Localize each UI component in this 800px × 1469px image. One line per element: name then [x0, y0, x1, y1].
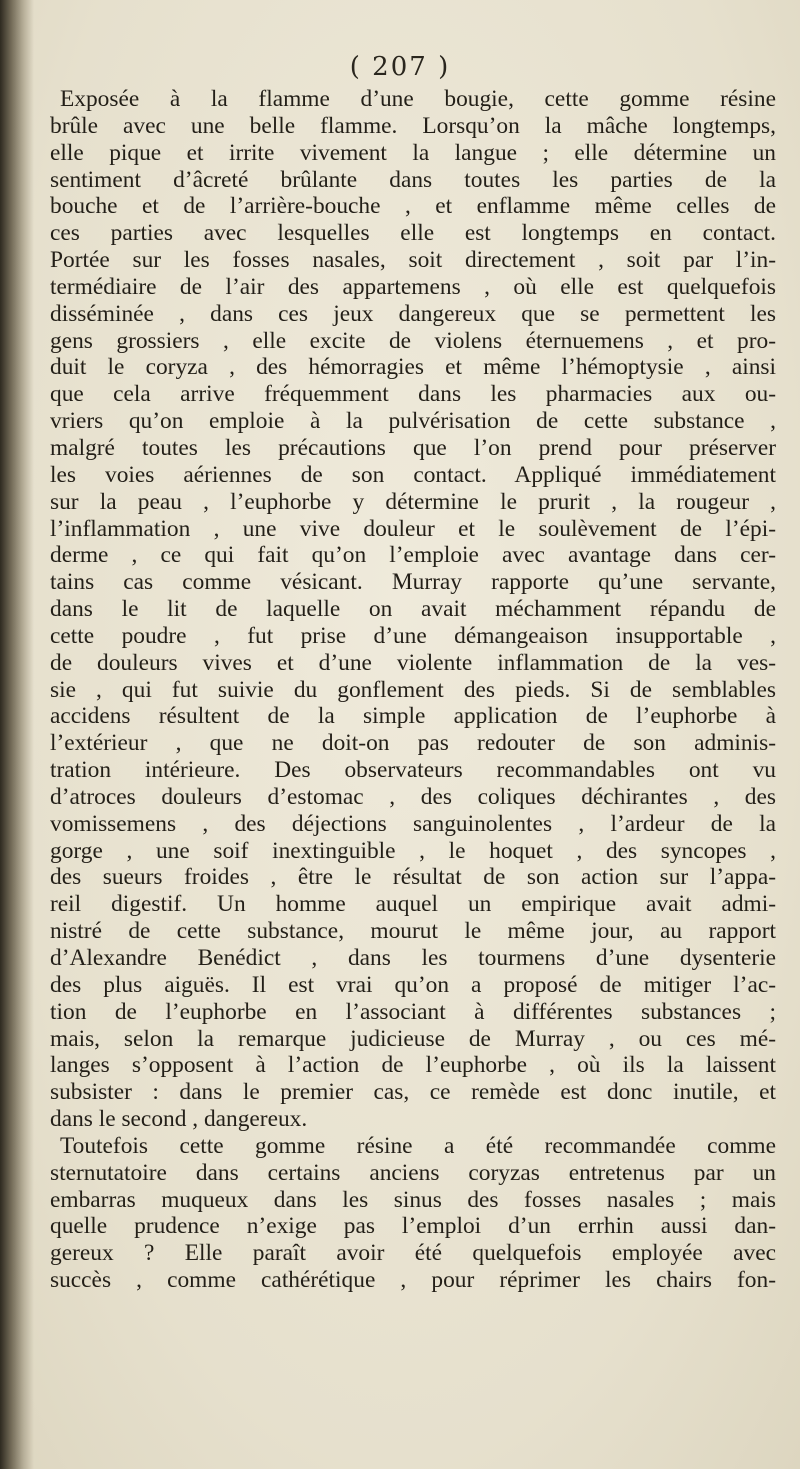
- text-line: elle pique et irrite vivement la langue ; elle détermine un: [50, 139, 776, 166]
- text-line: sie , qui fut suivie du gonflement des pieds. Si de semblables: [50, 676, 776, 703]
- text-line: subsister : dans le premier cas, ce remède est donc inutile, et: [50, 1079, 776, 1106]
- text-line: Toutefois cette gomme résine a été recommandée comme: [60, 1132, 776, 1159]
- text-line: quelle prudence n’exige pas l’emploi d’un errhin aussi dan-: [50, 1213, 776, 1240]
- text-line: gens grossiers , elle excite de violens éternuemens , et pro-: [50, 327, 776, 354]
- text-line: sternutatoire dans certains anciens coryzas entretenus par un: [50, 1159, 776, 1186]
- text-line: tains cas comme vésicant. Murray rapporte qu’une servante,: [50, 569, 776, 596]
- text-line: d’Alexandre Benédict , dans les tourmens d’une dysenterie: [50, 945, 776, 971]
- text-line: tion de l’euphorbe en l’associant à différentes substances ;: [50, 998, 776, 1025]
- text-line: bouche et de l’arrière-bouche , et enflamme même celles de: [50, 193, 776, 220]
- text-line: nistré de cette substance, mourut le même jour, au rapport: [50, 918, 776, 945]
- text-line: cette poudre , fut prise d’une démangeaison insupportable ,: [50, 622, 776, 649]
- text-line: tration intérieure. Des observateurs recommandables ont vu: [50, 757, 776, 784]
- text-line: des sueurs froides , être le résultat de son action sur l’appa-: [50, 864, 776, 891]
- body-text: [50, 86, 776, 1294]
- text-line: ces parties avec lesquelles elle est longtemps en contact.: [50, 220, 776, 247]
- text-line: mais, selon la remarque judicieuse de Murray , ou ces mé-: [50, 1025, 776, 1052]
- text-line: sur la peau , l’euphorbe y détermine le prurit , la rougeur ,: [50, 488, 776, 515]
- text-line: vomissemens , des déjections sanguinolentes , l’ardeur de la: [50, 810, 776, 837]
- text-line: brûle avec une belle flamme. Lorsqu’on la mâche longtemps,: [50, 112, 776, 139]
- text-line: sentiment d’âcreté brûlante dans toutes les parties de la: [50, 166, 776, 193]
- text-line: Exposée à la flamme d’une bougie, cette gomme résine: [60, 86, 776, 112]
- text-line: succès , comme cathérétique , pour réprimer les chairs fon-: [50, 1267, 776, 1294]
- text-line: Portée sur les fosses nasales, soit directement , soit par l’in-: [50, 247, 776, 274]
- text-line: l’extérieur , que ne doit-on pas redouter de son adminis-: [50, 730, 776, 757]
- text-line: l’inflammation , une vive douleur et le soulèvement de l’épi-: [50, 515, 776, 542]
- text-line: que cela arrive fréquemment dans les pharmacies aux ou-: [50, 381, 776, 408]
- text-line: vriers qu’on emploie à la pulvérisation de cette substance ,: [50, 408, 776, 435]
- text-line: dans le lit de laquelle on avait méchamment répandu de: [50, 596, 776, 623]
- text-line: langes s’opposent à l’action de l’euphorbe , où ils la laissent: [50, 1052, 776, 1079]
- text-line: les voies aériennes de son contact. Appliqué immédiatement: [50, 461, 776, 488]
- text-line: dans le second , dangereux.: [50, 1106, 308, 1133]
- text-line: disséminée , dans ces jeux dangereux que se permettent les: [50, 300, 776, 327]
- text-line: termédiaire de l’air des appartemens , où elle est quelquefois: [50, 273, 776, 300]
- text-line: embarras muqueux dans les sinus des fosses nasales ; mais: [50, 1186, 776, 1213]
- page-number: ( 207 ): [349, 52, 451, 82]
- text-line: gereux ? Elle paraît avoir été quelquefois employée avec: [50, 1240, 776, 1267]
- text-line: de douleurs vives et d’une violente inflammation de la ves-: [50, 649, 776, 676]
- text-line: des plus aiguës. Il est vrai qu’on a proposé de mitiger l’ac-: [50, 971, 776, 998]
- text-line: reil digestif. Un homme auquel un empirique avait admi-: [50, 891, 776, 918]
- book-spine-shadow: [0, 0, 34, 1469]
- text-line: accidens résultent de la simple application de l’euphorbe à: [50, 703, 776, 730]
- text-line: derme , ce qui fait qu’on l’emploie avec avantage dans cer-: [50, 542, 776, 569]
- text-line: malgré toutes les précautions que l’on prend pour préserver: [50, 434, 776, 461]
- text-line: duit le coryza , des hémorragies et même l’hémoptysie , ainsi: [50, 354, 776, 381]
- text-line: gorge , une soif inextinguible , le hoquet , des syncopes ,: [50, 837, 776, 864]
- text-line: d’atroces douleurs d’estomac , des coliques déchirantes , des: [50, 783, 776, 810]
